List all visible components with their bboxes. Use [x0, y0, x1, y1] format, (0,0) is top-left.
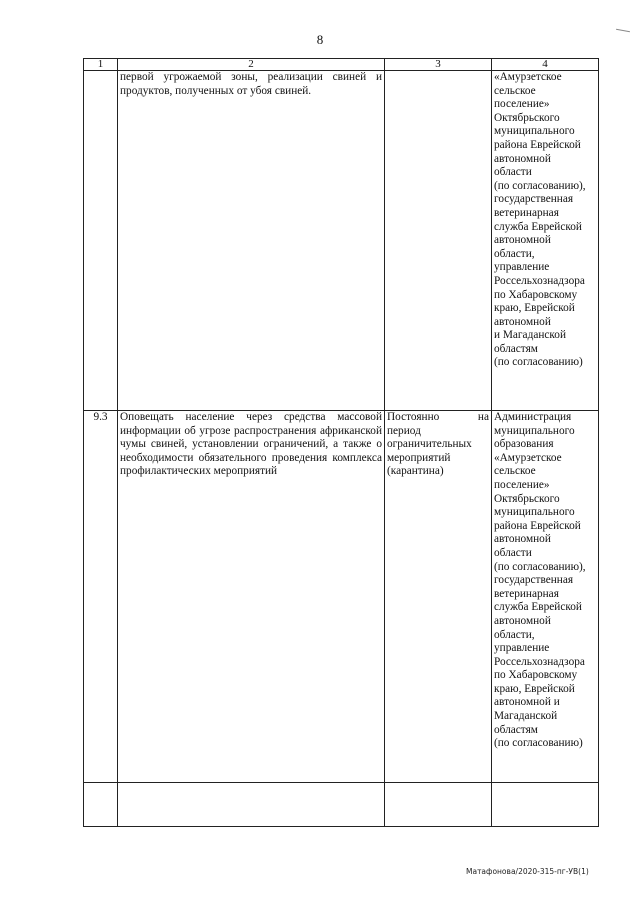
column-header-3: 3: [385, 59, 492, 71]
table-row: [84, 411, 599, 783]
column-header-4: 4: [492, 59, 599, 71]
measure-text: первой угрожаемой зоны, реализации свиней и продуктов, полученных от убоя свиней.: [118, 71, 385, 411]
measure-text: Оповещать население через средства массовой информации об угрозе распространения африканской чумы свиней, установлении ограничений, а также о необходимости обязательного проведения комплекса профилактических мероприятий: [118, 411, 385, 783]
term-text: [385, 71, 492, 411]
document-stamp: Матафонова/2020-315-пг-УВ(1): [466, 867, 589, 876]
row-number: 9.3: [84, 411, 118, 783]
row-number: [84, 71, 118, 411]
responsible-text: «Амурзетское сельское поселение» Октябрьского муниципального района Еврейской автономной области (по согласованию), государственная ветеринарная служба Еврейской автономной области, управление Россельхознадзора по Хабаровскому краю, Еврейской автономной и Магаданской областям (по согласованию): [492, 71, 599, 411]
term-text: [385, 783, 492, 827]
row-number: [84, 783, 118, 827]
table-row: [84, 71, 599, 411]
page-number: 8: [316, 32, 324, 47]
measures-table: [83, 58, 599, 827]
table-row: [84, 783, 599, 827]
term-text: Постоянно на период ограничительных мероприятий (карантина): [385, 411, 492, 783]
responsible-text: [492, 783, 599, 827]
table-header-row: [84, 59, 599, 71]
measure-text: [118, 783, 385, 827]
column-header-2: 2: [118, 59, 385, 71]
responsible-text: Администрация муниципального образования «Амурзетское сельское поселение» Октябрьского муниципального района Еврейской автономной области (по согласованию), государственная ветеринарная служба Еврейской автономной области, управление Россельхознадзора по Хабаровскому краю, Еврейской автономной и Магаданской областям (по согласованию): [492, 411, 599, 783]
column-header-1: 1: [84, 59, 118, 71]
